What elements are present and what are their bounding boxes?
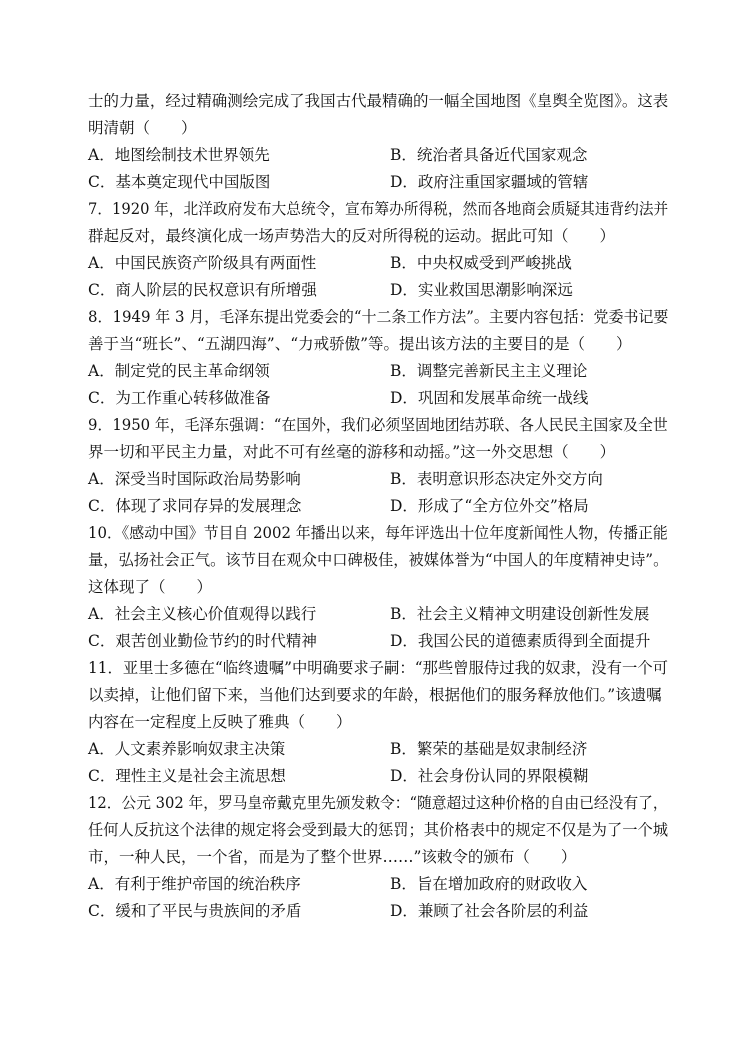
option-a: A．深受当时国际政治局势影响 xyxy=(88,470,301,488)
question-stem-line: 群起反对，最终演化成一场声势浩大的反对所得税的运动。据此可知（ ） xyxy=(88,227,616,245)
question-stem-line: 界一切和平民主力量，对此不可有丝毫的游移和动摇。”这一外交思想（ ） xyxy=(88,443,616,461)
question-stem-line: 11．亚里士多德在“临终遗嘱”中明确要求子嗣：“那些曾服侍过我的奴隶，没有一个可 xyxy=(88,659,669,677)
option-a: A．中国民族资产阶级具有两面性 xyxy=(88,254,317,272)
question-stem-line: 12．公元 302 年，罗马皇帝戴克里先颁发敕令：“随意超过这种价格的自由已经没有了， xyxy=(88,794,668,812)
option-d: D．社会身份认同的界限模糊 xyxy=(390,767,589,785)
option-b: B．社会主义精神文明建设创新性发展 xyxy=(390,605,650,623)
question-stem-line: 以卖掉，让他们留下来，当他们达到要求的年龄，根据他们的服务释放他们。”该遗嘱 xyxy=(88,686,662,704)
option-d: D．巩固和发展革命统一战线 xyxy=(390,389,589,407)
option-c: C．商人阶层的民权意识有所增强 xyxy=(88,281,317,299)
option-a: A．有利于维护帝国的统治秩序 xyxy=(88,875,301,893)
option-b: B．统治者具备近代国家观念 xyxy=(390,146,588,164)
option-d: D．形成了“全方位外交”格局 xyxy=(390,497,589,515)
option-d: D．政府注重国家疆域的管辖 xyxy=(390,173,589,191)
option-a: A．人文素养影响奴隶主决策 xyxy=(88,740,286,758)
question-stem-line: 量，弘扬社会正气。该节目在观众中口碑极佳，被媒体誉为“中国人的年度精神史诗”。 xyxy=(88,551,669,569)
question-stem-line: 7．1920 年，北洋政府发布大总统令，宣布筹办所得税，然而各地商会质疑其违背约法并 xyxy=(88,200,669,218)
option-b: B．表明意识形态决定外交方向 xyxy=(390,470,603,488)
option-c: C．体现了求同存异的发展理念 xyxy=(88,497,302,515)
option-a: A．地图绘制技术世界领先 xyxy=(88,146,270,164)
option-a: A．制定党的民主革命纲领 xyxy=(88,362,270,380)
question-stem-line: 这体现了（ ） xyxy=(88,578,213,596)
option-b: B．调整完善新民主主义理论 xyxy=(390,362,588,380)
question-stem-line: 8．1949 年 3 月，毛泽东提出党委会的“十二条工作方法”。主要内容包括：党委书记要 xyxy=(88,308,669,326)
option-c: C．基本奠定现代中国版图 xyxy=(88,173,271,191)
question-stem-line: 善于当“班长”、“五湖四海”、“力戒骄傲”等。提出该方法的主要目的是（ ） xyxy=(88,335,632,353)
question-stem-line: 市，一种人民，一个省，而是为了整个世界……”该敕令的颁布（ ） xyxy=(88,848,577,866)
option-d: D．我国公民的道德素质得到全面提升 xyxy=(390,632,651,650)
option-c: C．为工作重心转移做准备 xyxy=(88,389,271,407)
question-stem-line: 士的力量，经过精确测绘完成了我国古代最精确的一幅全国地图《皇舆全览图》。这表 xyxy=(88,92,669,110)
question-stem-line: 10．《感动中国》节目自 2002 年播出以来，每年评选出十位年度新闻性人物，传播正能 xyxy=(88,524,668,542)
option-b: B．中央权威受到严峻挑战 xyxy=(390,254,572,272)
option-c: C．艰苦创业勤俭节约的时代精神 xyxy=(88,632,317,650)
option-a: A．社会主义核心价值观得以践行 xyxy=(88,605,317,623)
question-stem-line: 任何人反抗这个法律的规定将会受到最大的惩罚；其价格表中的规定不仅是为了一个城 xyxy=(88,821,669,839)
question-stem-line: 9．1950 年，毛泽东强调：“在国外，我们必须坚固地团结苏联、各人民民主国家及全世 xyxy=(88,416,668,434)
option-d: D．实业救国思潮影响深远 xyxy=(390,281,573,299)
option-b: B．繁荣的基础是奴隶制经济 xyxy=(390,740,588,758)
question-stem-line: 明清朝（ ） xyxy=(88,119,197,137)
question-stem-line: 内容在一定程度上反映了雅典（ ） xyxy=(88,713,352,731)
option-b: B．旨在增加政府的财政收入 xyxy=(390,875,588,893)
option-c: C．缓和了平民与贵族间的矛盾 xyxy=(88,902,302,920)
option-d: D．兼顾了社会各阶层的利益 xyxy=(390,902,589,920)
option-c: C．理性主义是社会主流思想 xyxy=(88,767,286,785)
